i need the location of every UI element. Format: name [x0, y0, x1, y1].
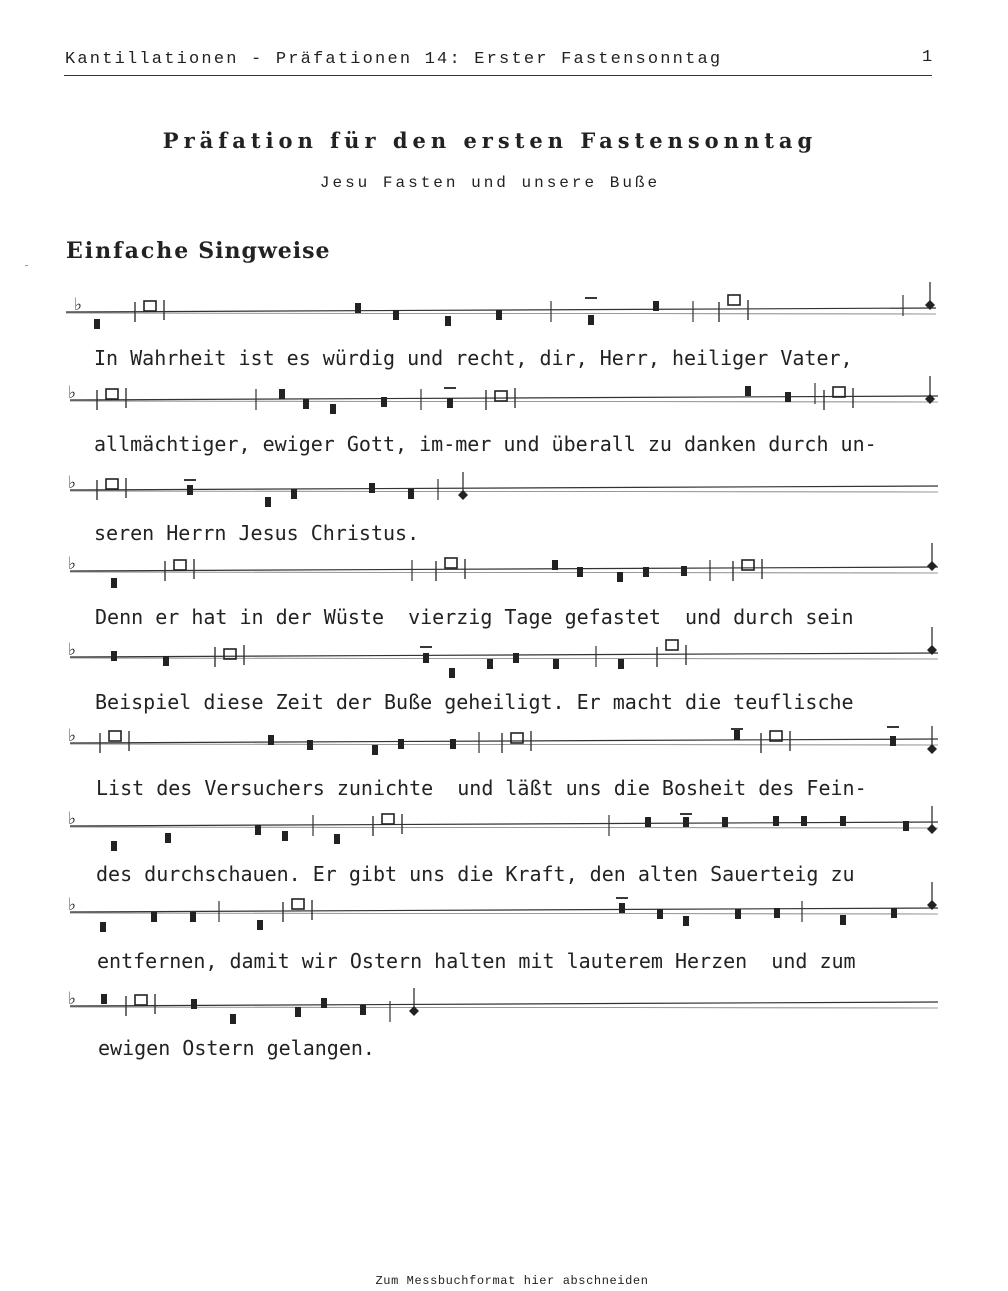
section-heading-part2: Singweise [198, 238, 331, 264]
note-head [190, 912, 196, 922]
flat-clef-icon: ♭ [68, 989, 77, 1009]
flat-clef-icon: ♭ [68, 473, 77, 493]
note-head [552, 560, 558, 570]
note-head [653, 301, 659, 311]
end-diamond [927, 824, 937, 834]
flat-clef-icon: ♭ [68, 383, 77, 403]
note-head [735, 909, 741, 919]
open-note-head [666, 640, 678, 650]
open-note-head [445, 558, 457, 568]
staff-line [70, 396, 938, 400]
lyric-line: In Wahrheit ist es würdig und recht, dir, Herr, heiliger Vater, [94, 346, 853, 370]
lyric-line: allmächtiger, ewiger Gott, im-mer und überall zu danken durch un- [94, 432, 877, 456]
note-head [903, 821, 909, 831]
end-diamond [927, 561, 937, 571]
note-head [111, 651, 117, 661]
note-head [360, 1005, 366, 1015]
note-head [513, 653, 519, 663]
note-head [774, 908, 780, 918]
note-head [94, 319, 100, 329]
note-head [230, 1014, 236, 1024]
open-note-head [495, 391, 507, 401]
staff-line [70, 486, 938, 490]
open-note-head [382, 814, 394, 824]
open-note-head [144, 301, 156, 311]
lyric-line: entfernen, damit wir Ostern halten mit lauterem Herzen und zum [97, 949, 856, 973]
section-heading-part1: Einfache [66, 238, 191, 264]
staff-line-lower [70, 913, 938, 914]
note-head [645, 817, 651, 827]
note-head [111, 578, 117, 588]
page-number: 1 [922, 48, 933, 67]
note-head [151, 912, 157, 922]
staff-line [70, 567, 938, 571]
staff-line-lower [70, 572, 938, 573]
note-head [101, 994, 107, 1004]
note-head [450, 739, 456, 749]
note-head [291, 489, 297, 499]
open-note-head [728, 295, 740, 305]
note-head [165, 833, 171, 843]
flat-clef-icon: ♭ [68, 554, 77, 574]
open-note-head [292, 899, 304, 909]
open-note-head [174, 560, 186, 570]
note-head [372, 745, 378, 755]
note-head [307, 740, 313, 750]
note-head [321, 998, 327, 1008]
note-head [840, 816, 846, 826]
header-title: Kantillationen - Präfationen 14: Erster Fastensonntag [65, 50, 723, 69]
note-head [408, 489, 414, 499]
open-note-head [109, 731, 121, 741]
staff-line-lower [70, 491, 938, 492]
note-head [255, 825, 261, 835]
note-head [588, 315, 594, 325]
note-head [683, 916, 689, 926]
note-head [334, 834, 340, 844]
note-head [840, 915, 846, 925]
note-head [785, 392, 791, 402]
note-head [657, 909, 663, 919]
note-head [722, 817, 728, 827]
note-head [381, 397, 387, 407]
note-head [303, 399, 309, 409]
flat-clef-icon: ♭ [68, 809, 77, 829]
note-head [295, 1007, 301, 1017]
note-head [617, 572, 623, 582]
note-head [191, 999, 197, 1009]
staff-line [70, 739, 938, 743]
note-head [445, 316, 451, 326]
note-head [683, 817, 689, 827]
note-head [643, 567, 649, 577]
staff-line-lower [70, 658, 938, 659]
note-head [265, 497, 271, 507]
note-head [449, 668, 455, 678]
note-head [398, 739, 404, 749]
note-head [773, 816, 779, 826]
staff-line-lower [70, 744, 938, 745]
staff-line-lower [70, 1007, 938, 1008]
note-head [369, 483, 375, 493]
open-note-head [742, 560, 754, 570]
note-head [257, 920, 263, 930]
note-head [100, 922, 106, 932]
cut-line-note: Zum Messbuchformat hier abschneiden [375, 1274, 649, 1288]
note-head [745, 386, 751, 396]
note-head [618, 659, 624, 669]
lyric-line: Denn er hat in der Wüste vierzig Tage gefastet und durch sein [95, 605, 854, 629]
note-head [496, 310, 502, 320]
flat-clef-icon: ♭ [68, 640, 77, 660]
note-head [111, 841, 117, 851]
flat-clef-icon: ♭ [74, 295, 83, 315]
note-head [890, 736, 896, 746]
lyric-line: Beispiel diese Zeit der Buße geheiligt. Er macht die teuflische [95, 690, 854, 714]
open-note-head [224, 649, 236, 659]
note-head [330, 404, 336, 414]
staff-line [70, 1002, 938, 1006]
note-head [801, 816, 807, 826]
note-head [279, 389, 285, 399]
note-head [355, 303, 361, 313]
note-head [577, 567, 583, 577]
note-head [553, 659, 559, 669]
staff-line [70, 822, 938, 826]
note-head [487, 659, 493, 669]
note-head [681, 566, 687, 576]
open-note-head [106, 479, 118, 489]
flat-clef-icon: ♭ [68, 895, 77, 915]
lyric-line: seren Herrn Jesus Christus. [94, 521, 420, 545]
open-note-head [106, 389, 118, 399]
note-head [891, 908, 897, 918]
staff-line [70, 908, 938, 912]
note-head [619, 903, 625, 913]
lyric-line: List des Versuchers zunichte und läßt uns die Bosheit des Fein- [96, 776, 867, 800]
note-head [187, 485, 193, 495]
note-head [447, 398, 453, 408]
open-note-head [135, 995, 147, 1005]
note-head [393, 310, 399, 320]
note-head [423, 653, 429, 663]
note-head [282, 831, 288, 841]
note-head [163, 656, 169, 666]
open-note-head [833, 387, 845, 397]
page-subtitle: Jesu Fasten und unsere Buße [319, 174, 661, 192]
note-head [734, 730, 740, 740]
staff-line [70, 653, 938, 657]
note-head [268, 735, 274, 745]
flat-clef-icon: ♭ [68, 726, 77, 746]
lyric-line: des durchschauen. Er gibt uns die Kraft, den alten Sauerteig zu [96, 862, 855, 886]
lyric-line: ewigen Ostern gelangen. [98, 1036, 375, 1060]
staff-line-lower [70, 827, 938, 828]
page-title: Präfation für den ersten Fastensonntag [162, 128, 818, 153]
end-diamond [927, 744, 937, 754]
